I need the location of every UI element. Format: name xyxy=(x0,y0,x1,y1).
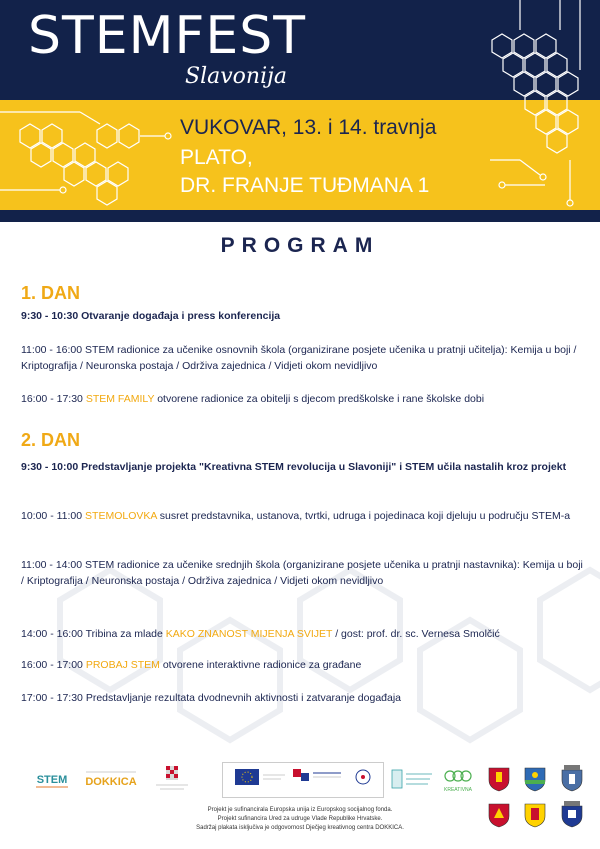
slavonija-logo-subtitle: Slavonija xyxy=(185,64,288,89)
footer-line-2: Projekt sufinancira Ured za udruge Vlade Republike Hrvatske. xyxy=(217,816,383,822)
dokkica-logo-icon xyxy=(78,764,144,792)
item-highlight: STEM FAMILY xyxy=(85,393,155,405)
item-time: 17:00 - 17:30 xyxy=(21,692,83,704)
item-text: STEM radionice za učenike osnovnih škola (organizirane posjete učenika u pratnji učitelja): Kemija u boji / Kriptografija / Neuronska postaja / Održiva zajednica / Vidjeti okom nevidljivo xyxy=(21,344,577,372)
funding-disclaimer xyxy=(0,806,600,833)
eu-flag-icon xyxy=(223,763,383,797)
coat-of-arms-3 xyxy=(560,764,584,792)
kreativna-logo xyxy=(442,766,474,794)
program-title: PROGRAM xyxy=(220,234,380,257)
croatian-government-logo xyxy=(152,764,192,792)
item-time: 11:00 - 16:00 xyxy=(21,344,83,356)
dokkica-logo xyxy=(78,764,144,792)
item-text: / gost: prof. dr. sc. Vernesa Smolčić xyxy=(335,628,500,640)
footer-line-1: Projekt je sufinancirala Europska unija iz Europskog socijalnog fonda. xyxy=(207,807,393,813)
day2-item-4 xyxy=(21,626,586,642)
day2-item-2 xyxy=(21,508,586,524)
stem-partner-logo xyxy=(32,768,72,790)
coat-of-arms-1 xyxy=(488,766,510,792)
item-text: susret predstavnika, ustanova, tvrtki, udruga i pojedinaca koji djeluju u području STEM-a xyxy=(156,510,571,522)
event-venue-line2: DR. FRANJE TUĐMANA 1 xyxy=(180,174,430,197)
item-text: Otvaranje događaja i press konferencija xyxy=(81,310,281,322)
item-time: 16:00 - 17:00 xyxy=(21,659,83,671)
coat-of-arms-icon xyxy=(488,766,510,792)
eu-social-fund-logo xyxy=(390,766,436,794)
item-highlight: KAKO ZNANOST MIJENJA SVIJET xyxy=(165,628,333,640)
day2-item-1 xyxy=(21,459,586,475)
day1-item-3 xyxy=(21,391,586,407)
item-text: otvorene radionice za obitelji s djecom predškolske i rane školske dobi xyxy=(157,393,485,405)
kreativna-logo-icon xyxy=(442,766,474,794)
day2-item-3 xyxy=(21,557,586,589)
eu-funds-logos xyxy=(222,762,384,798)
item-prefix: Tribina za mlade xyxy=(85,628,163,640)
day1-item-1 xyxy=(21,308,586,324)
item-time: 9:30 - 10:00 xyxy=(21,461,79,473)
social-fund-icon xyxy=(390,766,436,794)
event-date-location: VUKOVAR, 13. i 14. travnja xyxy=(180,116,437,139)
dokkica-logo-text: DOKKICA xyxy=(85,776,137,788)
stem-logo-text: STEM xyxy=(36,774,68,786)
stem-logo-icon xyxy=(32,768,72,790)
event-venue-line1: PLATO, xyxy=(180,146,253,169)
item-time: 11:00 - 14:00 xyxy=(21,559,83,571)
kreativna-logo-text: KREATIVNA xyxy=(444,787,472,793)
partner-logos xyxy=(0,760,600,800)
day2-item-5 xyxy=(21,657,586,673)
item-text: Predstavljanje projekta "Kreativna STEM revolucija u Slavoniji" i STEM učila nastalih kroz projekt xyxy=(81,461,567,473)
item-highlight: PROBAJ STEM xyxy=(85,659,160,671)
item-text: Predstavljanje rezultata dvodnevnih aktivnosti i zatvaranje događaja xyxy=(85,692,402,704)
item-highlight: STEMOLOVKA xyxy=(85,510,157,522)
croatia-coat-of-arms-icon xyxy=(152,764,192,792)
item-text: otvorene interaktivne radionice za građane xyxy=(162,659,362,671)
day1-item-2 xyxy=(21,342,586,374)
item-time: 14:00 - 16:00 xyxy=(21,628,83,640)
item-text: STEM radionice za učenike srednjih škola (organizirane posjete učenika u pratnji nastavnika): Kemija u boji / Kriptografija / Neuronska postaja / Održiva zajednica / Vidjeti okom nevidljivo xyxy=(21,559,583,587)
item-time: 16:00 - 17:30 xyxy=(21,393,83,405)
coat-of-arms-2 xyxy=(524,766,546,792)
day1-heading: 1. DAN xyxy=(21,283,81,303)
stemfest-logo: STEMFEST xyxy=(28,6,307,66)
day2-item-6 xyxy=(21,690,586,706)
coat-of-arms-icon xyxy=(560,764,584,792)
item-time: 9:30 - 10:30 xyxy=(21,310,79,322)
coat-of-arms-icon xyxy=(524,766,546,792)
item-time: 10:00 - 11:00 xyxy=(21,510,83,522)
day2-heading: 2. DAN xyxy=(21,430,81,450)
footer-line-3: Sadržaj plakata isključiva je odgovornost Dječjeg kreativnog centra DOKKICA. xyxy=(196,825,404,831)
